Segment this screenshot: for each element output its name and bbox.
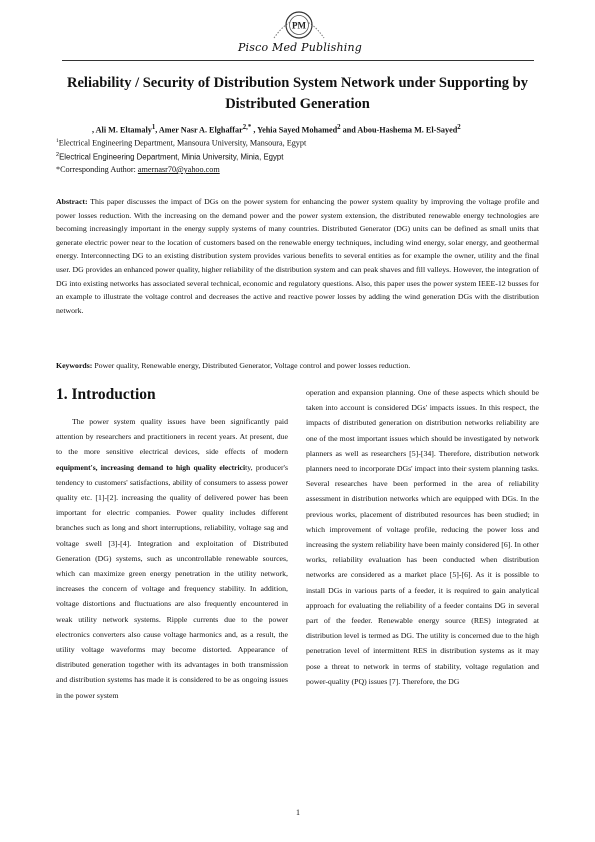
affiliation-superscript: 2 — [56, 152, 60, 158]
logo-text: PM — [292, 20, 306, 31]
corresponding-author — [56, 165, 541, 174]
publisher-logo — [270, 8, 328, 42]
author-superscript: 2 — [457, 124, 461, 131]
affiliation-text: Electrical Engineering Department, Minia University, Minia, Egypt — [59, 152, 284, 162]
abstract-text: This paper discusses the impact of DGs on the power system for enhancing the power system quality by improving the voltage profile and power losses reduction. With the increasing on the demand power and the power system extension, the distributed renewable energy technologies are becoming increasingly important in the energy supply systems of many countries. Distributed Generator (DG) units can be defined as small units that generate electric power near to the location of customers based on the renewable energy techniques, including wind energy, solar energy, and geothermal energy. Interconnecting DG to an existing distribution system provides various benefits to several entities as for example the owner, utility and the final user. DG provides an enhanced power quality, higher reliability of the distribution system and can peak shaves and fill valleys. However, the integration of DG into existing networks has associated several technical, economic and regulatory questions. Also, this paper uses the power system IEEE-12 busses for an example to illustrate the voltage control and decreases the active and reactive power losses by adding the wind generation DGs with the distribution network. — [56, 197, 539, 315]
intro-paragraph-part: The power system quality issues have been significantly paid attention by researchers and practitioners in recent years. At present, due to the more sensitive electrical devices, side effects of modern — [56, 417, 288, 457]
right-column-text: operation and expansion planning. One of these aspects which should be taken into account is considered DGs' impacts issues. In this respect, the impacts of distributed generation on distribution networks reliability are one of the most important issues which should be investigated by network planners as well as researchers [5]-[34]. Therefore, distribution network planners need to incorporate DGs' impact into their system planning tasks. Several researches have been performed in the area of reliability assessment in distribution networks which are equipped with DGs. In the previous works, placement of distributed resources has been studied; in which improvement of voltage profile, reducing the power loss and increasing the system reliability have been mainly considered [6]. In other works, reliability evaluation has been conducted when distribution networks are considered as a market place [5]-[6]. As it is possible to install DGs in various parts of a feeder, it is required to gain analytical approach for evaluating the reliability of a feeder contains DG in several part of the feeder. Renewable energy source (RES) integrated at distribution level is termed as DG. The utility is concerned due to the high penetration level of intermittent RES in distribution systems as it may pose a threat to network in terms of stability, voltage regulation and power-quality (PQ) issues [7]. Therefore, the DG — [306, 388, 539, 686]
author-superscript: 1 — [151, 124, 156, 131]
affiliation-superscript: 1 — [56, 138, 59, 144]
affiliation-2 — [56, 152, 541, 162]
affiliation-1 — [56, 138, 541, 148]
abstract-label: Abstract: — [56, 197, 88, 206]
author-list — [60, 124, 540, 135]
keywords-text: Power quality, Renewable energy, Distributed Generator, Voltage control and power losses reduction. — [92, 361, 411, 370]
header-rule — [62, 60, 534, 61]
keywords-label: Keywords: — [56, 361, 93, 370]
affiliation-text: Electrical Engineering Department, Mansoura University, Mansoura, Egypt — [58, 138, 307, 148]
abstract — [56, 195, 539, 317]
author-superscript: 2,* — [242, 124, 252, 131]
paper-title: Reliability / Security of Distribution System Network under Supporting by Distributed Generation — [67, 75, 528, 112]
author-name: , Amer Nasr A. Elghaffar — [155, 125, 243, 135]
keywords — [56, 359, 539, 372]
author-superscript: 2 — [337, 124, 341, 131]
left-column-text — [56, 414, 288, 703]
corresponding-label: *Corresponding Author: — [56, 165, 138, 174]
publisher-name: Pisco Med Publishing — [237, 41, 363, 54]
author-name: , Ali M. Eltamaly — [92, 125, 152, 135]
author-name: , Yehia Sayed Mohamed — [251, 125, 338, 135]
page-number: 1 — [296, 808, 300, 817]
intro-paragraph-part: ty, producer's tendency to customers' satisfactions, ability of consumers to assess power quality etc. [1]-[2]. increasing the quality of delivered power has been important for electric companies. Power quality includes different branches such as long and short interruptions, reliability, voltage sag and voltage swell [3]-[4]. Integration and exploitation of Distributed Generation (DG) systems, such as uncontrollable renewable sources, which can maximize green energy penetration in the utility network, increases the concern of voltage and frequency stability. In addition, voltage distortions and fluctuations are also frequently encountered in weak utility network systems. Ripple currents due to the power electronics converters also cause voltage harmonics and, as a result, the utility voltage waveforms may become distorted. Appearance of distributed generation together with its advantages in both transmission and distribution systems has made it is considered to be as ongoing issues in the power system — [56, 462, 289, 700]
corresponding-email-link[interactable]: amernasr70@yahoo.com — [137, 165, 220, 174]
section-heading: 1. Introduction — [56, 386, 156, 403]
author-name: and Abou-Hashema M. El-Sayed — [340, 125, 458, 135]
intro-bold-run: equipment's, increasing demand to high quality electrici — [56, 462, 246, 472]
